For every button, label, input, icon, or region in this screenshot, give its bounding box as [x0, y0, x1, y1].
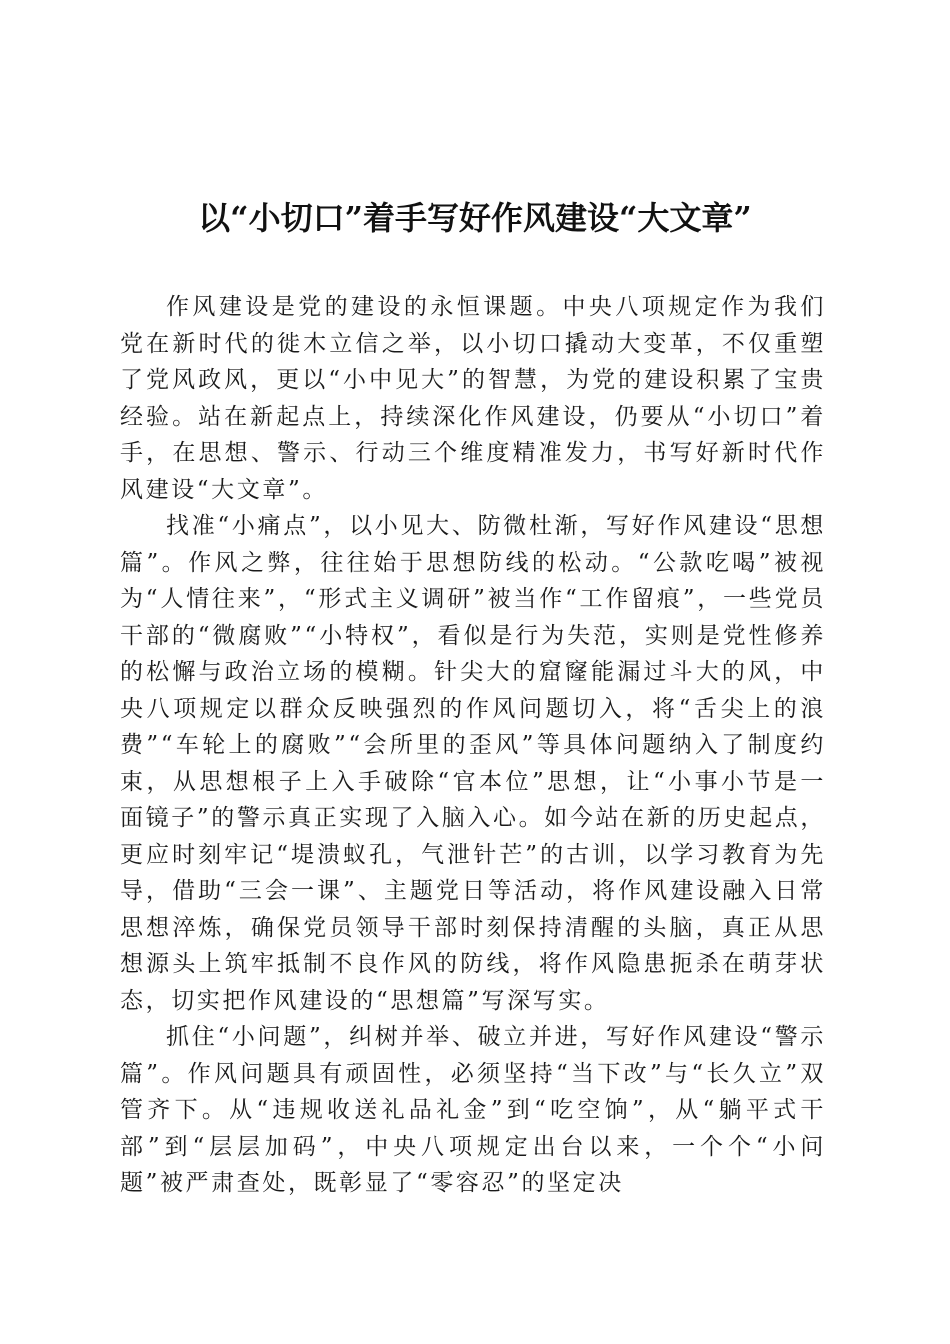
- document-body: [120, 289, 826, 1202]
- document-title: 以“小切口”着手写好作风建设“大文章”: [198, 199, 752, 237]
- paragraph: 找准“小痛点”，以小见大、防微杜渐，写好作风建设“思想篇”。作风之弊，往往始于思想防线的松动。“公款吃喝”被视为“人情往来”，“形式主义调研”被当作“工作留痕”，一些党员干部的“微腐败”“小特权”，看似是行为失范，实则是党性修养的松懈与政治立场的模糊。针尖大的窟窿能漏过斗大的风，中央八项规定以群众反映强烈的作风问题切入，将“舌尖上的浪费”“车轮上的腐败”“会所里的歪风”等具体问题纳入了制度约束，从思想根子上入手破除“官本位”思想，让“小事小节是一面镜子”的警示真正实现了入脑入心。如今站在新的历史起点，更应时刻牢记“堤溃蚁孔，气泄针芒”的古训，以学习教育为先导，借助“三会一课”、主题党日等活动，将作风建设融入日常思想淬炼，确保党员领导干部时刻保持清醒的头脑，真正从思想源头上筑牢抵制不良作风的防线，将作风隐患扼杀在萌芽状态，切实把作风建设的“思想篇”写深写实。: [120, 513, 826, 1014]
- paragraph: 抓住“小问题”，纠树并举、破立并进，写好作风建设“警示篇”。作风问题具有顽固性，必须坚持“当下改”与“长久立”双管齐下。从“违规收送礼品礼金”到“吃空饷”，从“躺平式干部”到“层层加码”，中央八项规定出台以来，一个个“小问题”被严肃查处，既彰显了“零容忍”的坚定决: [120, 1024, 826, 1196]
- paragraph: 作风建设是党的建设的永恒课题。中央八项规定作为我们党在新时代的徙木立信之举，以小切口撬动大变革，不仅重塑了党风政风，更以“小中见大”的智慧，为党的建设积累了宝贵经验。站在新起点上，持续深化作风建设，仍要从“小切口”着手，在思想、警示、行动三个维度精准发力，书写好新时代作风建设“大文章”。: [120, 294, 826, 503]
